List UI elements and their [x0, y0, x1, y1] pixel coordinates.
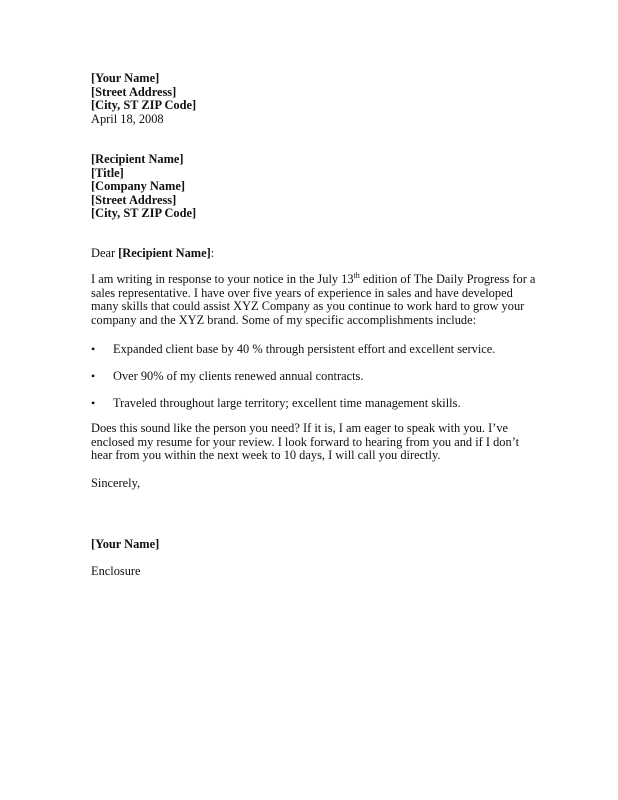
letter-date: April 18, 2008 [91, 111, 164, 126]
sender-street: [Street Address] [91, 84, 177, 99]
signature-name: [Your Name] [91, 537, 160, 551]
recipient-title: [Title] [91, 165, 124, 180]
intro-paragraph [91, 271, 536, 327]
enclosure-text: Enclosure [91, 564, 141, 578]
bullet-icon: • [91, 369, 96, 383]
sender-name: [Your Name] [91, 71, 160, 85]
bullet-text: Over 90% of my clients renewed annual contracts. [113, 369, 364, 383]
bullet-icon: • [91, 342, 96, 356]
sender-city: [City, ST ZIP Code] [91, 98, 197, 113]
recipient-name: [Recipient Name] [91, 152, 184, 166]
recipient-city: [City, ST ZIP Code] [91, 206, 197, 221]
intro-line1-a: I am writing in response to your notice in the July 13 [91, 272, 354, 286]
intro-line4: company and the XYZ brand. Some of my specific accomplishments include: [91, 312, 477, 327]
recipient-company: [Company Name] [91, 179, 185, 194]
salutation-prefix: Dear [91, 246, 119, 260]
intro-line3: many skills that could assist XYZ Company as you continue to work hard to grow your [91, 299, 525, 314]
bullet-text: Expanded client base by 40 % through persistent effort and excellent service. [113, 342, 496, 356]
bullet-icon: • [91, 396, 96, 410]
closing-line3: hear from you within the next week to 10 days, I will call you directly. [91, 448, 441, 463]
signoff-text: Sincerely, [91, 476, 141, 490]
closing-line1: Does this sound like the person you need? If it is, I am eager to speak with you. I’ve [91, 421, 509, 435]
recipient-street: [Street Address] [91, 192, 177, 207]
signature-block [91, 538, 531, 552]
signoff [91, 477, 531, 491]
salutation [91, 247, 531, 261]
enclosure-note [91, 565, 531, 579]
bullet-text: Traveled throughout large territory; excellent time management skills. [113, 396, 461, 410]
sender-block [91, 72, 531, 126]
intro-line1-b: edition of The Daily Progress for a [359, 272, 536, 286]
salutation-name: [Recipient Name] [118, 246, 211, 260]
closing-line2: enclosed my resume for your review. I look forward to hearing from you and if I don’t [91, 434, 520, 449]
salutation-suffix: : [210, 246, 215, 260]
recipient-block [91, 153, 531, 221]
intro-line2: sales representative. I have over five years of experience in sales and have developed [91, 285, 513, 300]
intro-line1-sup: th [353, 271, 360, 280]
closing-paragraph [91, 422, 531, 463]
